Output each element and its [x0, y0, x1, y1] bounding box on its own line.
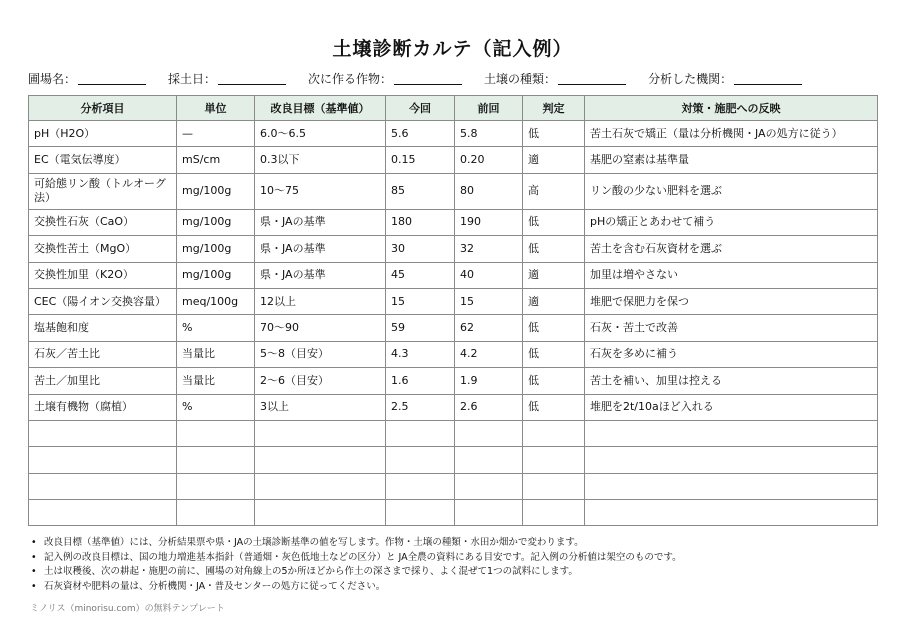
analysis-agency-blank[interactable] — [734, 71, 802, 85]
blank-cell-item[interactable] — [29, 447, 177, 473]
blank-cell-current[interactable] — [386, 447, 455, 473]
blank-cell-action[interactable] — [585, 420, 878, 446]
cell-current[interactable]: 5.6 — [386, 121, 455, 147]
column-header-unit: 単位 — [177, 96, 255, 121]
blank-cell-action[interactable] — [585, 500, 878, 526]
cell-previous[interactable]: 2.6 — [455, 394, 523, 420]
footer-credit: ミノリス（minorisu.com）の無料テンプレート — [30, 604, 225, 614]
blank-cell-item[interactable] — [29, 500, 177, 526]
blank-cell-previous[interactable] — [455, 447, 523, 473]
cell-judgement[interactable]: 低 — [523, 315, 585, 341]
cell-item[interactable]: 交換性石灰（CaO） — [29, 209, 177, 235]
cell-judgement[interactable]: 低 — [523, 209, 585, 235]
blank-cell-unit[interactable] — [177, 500, 255, 526]
analysis-agency-label: 分析した機関： — [648, 71, 733, 86]
cell-target[interactable]: 県・JAの基準 — [255, 236, 386, 262]
cell-previous[interactable]: 4.2 — [455, 341, 523, 367]
next-crop-blank[interactable] — [394, 71, 462, 85]
cell-item[interactable]: 石灰／苦土比 — [29, 341, 177, 367]
cell-target[interactable]: 3以上 — [255, 394, 386, 420]
blank-cell-unit[interactable] — [177, 420, 255, 446]
cell-item[interactable]: pH（H2O） — [29, 121, 177, 147]
cell-unit[interactable]: — — [177, 121, 255, 147]
cell-action[interactable]: 苦土を含む石灰資材を選ぶ — [585, 236, 878, 262]
cell-unit[interactable]: mg/100g — [177, 209, 255, 235]
cell-target[interactable]: 県・JAの基準 — [255, 209, 386, 235]
cell-current[interactable]: 1.6 — [386, 368, 455, 394]
sampling-date-field[interactable] — [168, 70, 286, 87]
cell-unit[interactable]: mg/100g — [177, 262, 255, 288]
blank-table-row — [29, 473, 878, 499]
cell-item[interactable]: EC（電気伝導度） — [29, 147, 177, 173]
sampling-date-blank[interactable] — [218, 71, 286, 85]
cell-judgement[interactable]: 低 — [523, 394, 585, 420]
soil-type-label: 土壌の種類： — [484, 71, 557, 86]
blank-cell-action[interactable] — [585, 447, 878, 473]
cell-target[interactable]: 12以上 — [255, 288, 386, 314]
cell-target[interactable]: 5〜8（目安） — [255, 341, 386, 367]
cell-action[interactable]: 石灰・苦土で改善 — [585, 315, 878, 341]
blank-cell-target[interactable] — [255, 447, 386, 473]
sampling-date-label: 採土日： — [168, 71, 217, 86]
blank-cell-current[interactable] — [386, 420, 455, 446]
cell-judgement[interactable]: 高 — [523, 173, 585, 209]
cell-previous[interactable]: 32 — [455, 236, 523, 262]
cell-action[interactable]: 堆肥を2t/10aほど入れる — [585, 394, 878, 420]
table-row — [29, 394, 878, 420]
cell-unit[interactable]: % — [177, 315, 255, 341]
note-item: • 改良目標（基準値）には、分析結果票や県・JAの土壌診断基準の値を写します。作物・土壌の種類・水田か畑かで変わります。 — [30, 536, 880, 551]
cell-current[interactable]: 180 — [386, 209, 455, 235]
blank-cell-judgement[interactable] — [523, 473, 585, 499]
cell-action[interactable]: 基肥の窒素は基準量 — [585, 147, 878, 173]
cell-judgement[interactable]: 適 — [523, 147, 585, 173]
column-header-target: 改良目標（基準値） — [255, 96, 386, 121]
cell-judgement[interactable]: 低 — [523, 341, 585, 367]
note-item: • 石灰資材や肥料の量は、分析機関・JA・普及センターの処方に従ってください。 — [30, 580, 880, 595]
cell-unit[interactable]: % — [177, 394, 255, 420]
cell-unit[interactable]: meq/100g — [177, 288, 255, 314]
cell-target[interactable]: 70〜90 — [255, 315, 386, 341]
notes-list — [30, 536, 880, 594]
blank-cell-previous[interactable] — [455, 420, 523, 446]
cell-action[interactable]: 苦土石灰で矯正（量は分析機関・JAの処方に従う） — [585, 121, 878, 147]
cell-previous[interactable]: 15 — [455, 288, 523, 314]
blank-cell-judgement[interactable] — [523, 420, 585, 446]
cell-unit[interactable]: 当量比 — [177, 368, 255, 394]
cell-item[interactable]: CEC（陽イオン交換容量） — [29, 288, 177, 314]
cell-previous[interactable]: 5.8 — [455, 121, 523, 147]
cell-judgement[interactable]: 適 — [523, 262, 585, 288]
cell-action[interactable]: 石灰を多めに補う — [585, 341, 878, 367]
cell-current[interactable]: 45 — [386, 262, 455, 288]
cell-action[interactable]: pHの矯正とあわせて補う — [585, 209, 878, 235]
blank-cell-target[interactable] — [255, 420, 386, 446]
table-row — [29, 368, 878, 394]
soil-type-field[interactable] — [484, 70, 626, 87]
cell-item[interactable]: 交換性苦土（MgO） — [29, 236, 177, 262]
cell-judgement[interactable]: 低 — [523, 368, 585, 394]
field-name-label: 圃場名： — [28, 71, 77, 86]
cell-target[interactable]: 2〜6（目安） — [255, 368, 386, 394]
table-row — [29, 315, 878, 341]
cell-unit[interactable]: mg/100g — [177, 236, 255, 262]
cell-previous[interactable]: 190 — [455, 209, 523, 235]
cell-target[interactable]: 0.3以下 — [255, 147, 386, 173]
blank-table-row — [29, 500, 878, 526]
column-header-judgement: 判定 — [523, 96, 585, 121]
blank-cell-previous[interactable] — [455, 473, 523, 499]
note-item: • 土は収穫後、次の耕起・施肥の前に、圃場の対角線上の5か所ほどから作土の深さまで採り、よく混ぜて1つの試料にします。 — [30, 565, 880, 580]
column-header-item: 分析項目 — [29, 96, 177, 121]
table-row — [29, 288, 878, 314]
cell-current[interactable]: 59 — [386, 315, 455, 341]
cell-target[interactable]: 10〜75 — [255, 173, 386, 209]
table-row — [29, 209, 878, 235]
cell-previous[interactable]: 40 — [455, 262, 523, 288]
cell-item[interactable]: 可給態リン酸（トルオーグ法） — [29, 173, 177, 209]
cell-judgement[interactable]: 低 — [523, 236, 585, 262]
field-name-blank[interactable] — [78, 71, 146, 85]
blank-cell-current[interactable] — [386, 473, 455, 499]
cell-item[interactable]: 塩基飽和度 — [29, 315, 177, 341]
cell-previous[interactable]: 80 — [455, 173, 523, 209]
table-row — [29, 147, 878, 173]
column-header-previous: 前回 — [455, 96, 523, 121]
cell-current[interactable]: 30 — [386, 236, 455, 262]
blank-cell-target[interactable] — [255, 473, 386, 499]
blank-cell-action[interactable] — [585, 473, 878, 499]
table-row — [29, 173, 878, 209]
cell-current[interactable]: 4.3 — [386, 341, 455, 367]
next-crop-label: 次に作る作物： — [308, 71, 393, 86]
next-crop-field[interactable] — [308, 70, 462, 87]
table-row — [29, 262, 878, 288]
cell-unit[interactable]: 当量比 — [177, 341, 255, 367]
analysis-agency-field[interactable] — [648, 70, 802, 87]
cell-unit[interactable]: mg/100g — [177, 173, 255, 209]
blank-cell-target[interactable] — [255, 500, 386, 526]
cell-target[interactable]: 6.0〜6.5 — [255, 121, 386, 147]
cell-item[interactable]: 土壌有機物（腐植） — [29, 394, 177, 420]
table-row — [29, 121, 878, 147]
cell-unit[interactable]: mS/cm — [177, 147, 255, 173]
blank-table-row — [29, 420, 878, 446]
cell-previous[interactable]: 0.20 — [455, 147, 523, 173]
note-item: • 記入例の改良目標は、国の地力増進基本指針（普通畑・灰色低地土などの区分）と JA全農の資料にある目安です。記入例の分析値は架空のものです。 — [30, 551, 880, 566]
cell-judgement[interactable]: 適 — [523, 288, 585, 314]
blank-cell-judgement[interactable] — [523, 500, 585, 526]
cell-current[interactable]: 15 — [386, 288, 455, 314]
column-header-current: 今回 — [386, 96, 455, 121]
soil-diagnosis-table — [28, 95, 878, 526]
table-header-row — [29, 96, 878, 121]
cell-judgement[interactable]: 低 — [523, 121, 585, 147]
cell-previous[interactable]: 62 — [455, 315, 523, 341]
blank-cell-current[interactable] — [386, 500, 455, 526]
cell-action[interactable]: 加里は増やさない — [585, 262, 878, 288]
table-row — [29, 341, 878, 367]
table-body — [29, 121, 878, 526]
cell-target[interactable]: 県・JAの基準 — [255, 262, 386, 288]
cell-action[interactable]: 堆肥で保肥力を保つ — [585, 288, 878, 314]
blank-table-row — [29, 447, 878, 473]
soil-type-blank[interactable] — [558, 71, 626, 85]
cell-current[interactable]: 2.5 — [386, 394, 455, 420]
field-name-field[interactable] — [28, 70, 146, 87]
blank-cell-item[interactable] — [29, 420, 177, 446]
cell-current[interactable]: 85 — [386, 173, 455, 209]
page-title: 土壌診断カルテ（記入例） — [332, 38, 573, 60]
cell-action[interactable]: リン酸の少ない肥料を選ぶ — [585, 173, 878, 209]
cell-current[interactable]: 0.15 — [386, 147, 455, 173]
cell-action[interactable]: 苦土を補い、加里は控える — [585, 368, 878, 394]
blank-cell-unit[interactable] — [177, 447, 255, 473]
cell-item[interactable]: 交換性加里（K2O） — [29, 262, 177, 288]
blank-cell-unit[interactable] — [177, 473, 255, 499]
blank-cell-previous[interactable] — [455, 500, 523, 526]
column-header-action: 対策・施肥への反映 — [585, 96, 878, 121]
header-fields — [28, 68, 888, 88]
blank-cell-item[interactable] — [29, 473, 177, 499]
cell-item[interactable]: 苦土／加里比 — [29, 368, 177, 394]
table-row — [29, 236, 878, 262]
blank-cell-judgement[interactable] — [523, 447, 585, 473]
cell-previous[interactable]: 1.9 — [455, 368, 523, 394]
